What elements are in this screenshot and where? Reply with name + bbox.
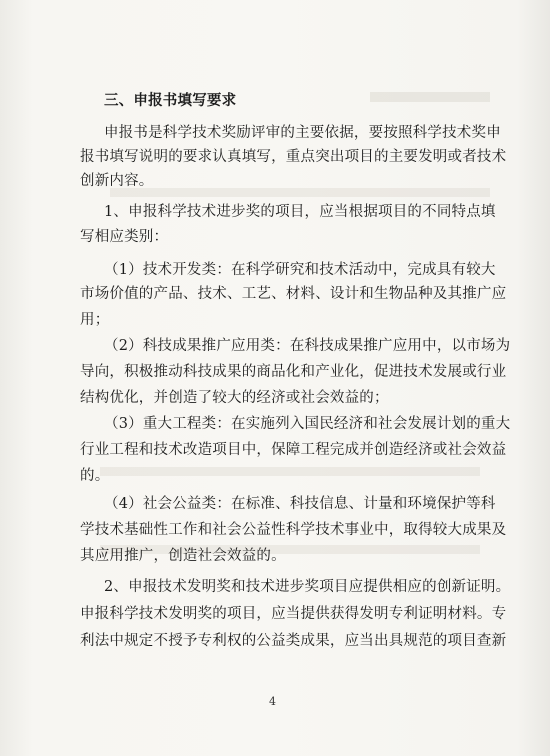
paragraph-line: 学技术基础性工作和社会公益性科学技术事业中，取得较大成果及 <box>80 522 507 538</box>
paragraph-line: （4）社会公益类：在标准、科技信息、计量和环境保护等科 <box>104 496 496 512</box>
paragraph-line: 申报科学技术发明奖的项目，应当提供获得发明专利证明材料。专 <box>80 606 507 622</box>
paragraph-line: 2、申报技术发明奖和技术进步奖项目应提供相应的创新证明。 <box>104 579 511 595</box>
page-number: 4 <box>269 695 276 708</box>
paragraph-line: 行业工程和技术改造项目中，保障工程完成并创造经济或社会效益 <box>80 442 507 458</box>
paragraph-line: （1）技术开发类：在科学研究和技术活动中，完成具有较大 <box>104 262 496 278</box>
paragraph-line: 其应用推广，创造社会效益的。 <box>80 548 286 564</box>
paragraph-line: 创新内容。 <box>80 173 154 189</box>
paragraph-line: 市场价值的产品、技术、工艺、材料、设计和生物品种及其推广应 <box>80 286 507 302</box>
paragraph-line: 申报书是科学技术奖励评审的主要依据，要按照科学技术奖申 <box>104 125 501 141</box>
paragraph-line: 结构优化，并创造了较大的经济或社会效益的； <box>80 390 389 406</box>
paragraph-line: 利法中规定不授予专利权的公益类成果，应当出具规范的项目查新 <box>80 633 507 649</box>
section-heading: 三、申报书填写要求 <box>104 92 237 109</box>
paragraph-line: 的。 <box>80 468 110 484</box>
paragraph-line: 报书填写说明的要求认真填写，重点突出项目的主要发明或者技术 <box>80 149 507 165</box>
paragraph-line: 用； <box>80 312 110 328</box>
bleed-through-texture <box>100 467 480 476</box>
bleed-through-texture <box>110 188 490 197</box>
paragraph-line: 导向，积极推动科技成果的商品化和产业化，促进技术发展或行业 <box>80 364 507 380</box>
bleed-through-texture <box>370 92 490 102</box>
paragraph-line: （3）重大工程类：在实施列入国民经济和社会发展计划的重大 <box>104 416 511 432</box>
paragraph-line: （2）科技成果推广应用类：在科技成果推广应用中，以市场为 <box>104 338 511 354</box>
paragraph-line: 1、申报科学技术进步奖的项目，应当根据项目的不同特点填 <box>104 204 496 220</box>
paragraph-line: 写相应类别： <box>80 229 169 245</box>
